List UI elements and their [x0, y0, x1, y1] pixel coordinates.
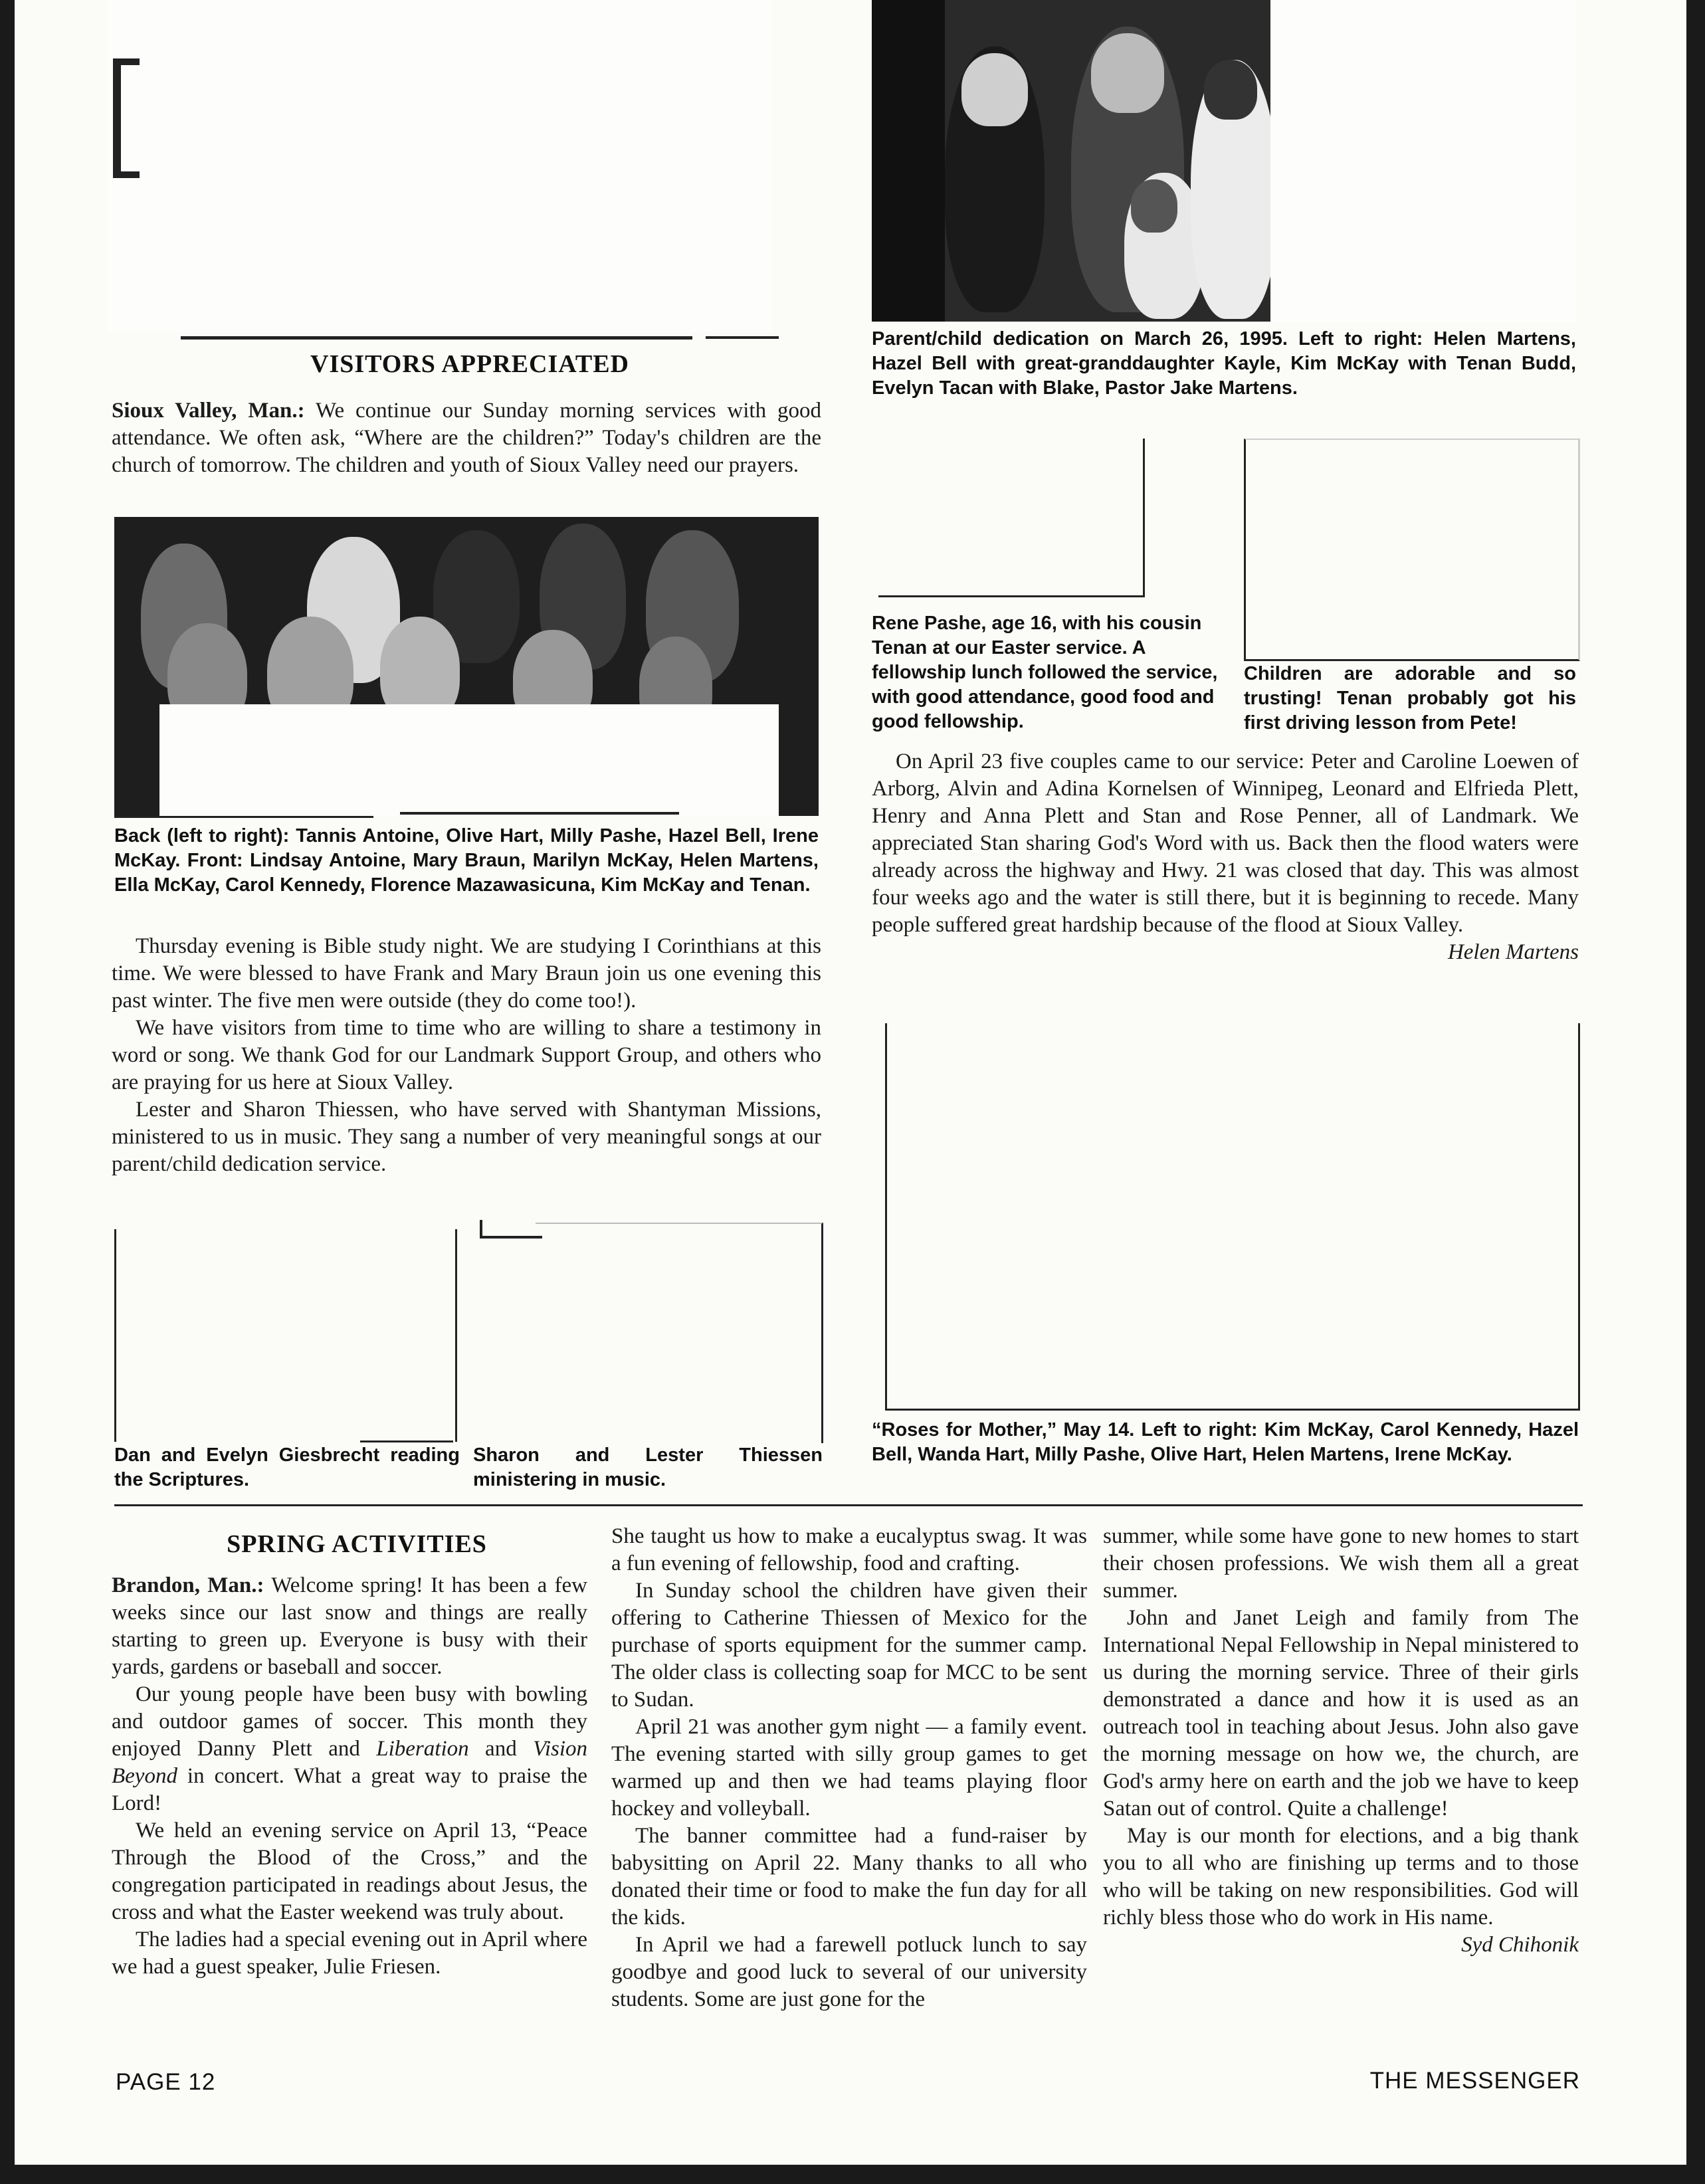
- divider-line: [360, 1440, 453, 1442]
- spring-paragraph: April 21 was another gym night — a family event. The evening started with silly group games to get warmed up and then we had teams playing floor hockey and volleyball.: [611, 1715, 1087, 1821]
- visitors-body: [112, 933, 821, 1178]
- divider-line: [181, 336, 692, 340]
- top-left-photo-area: [108, 0, 772, 332]
- spring-paragraph: In April we had a farewell potluck lunch to say goodbye and good luck to several of our university students. Some are just gone for the: [611, 1933, 1087, 2011]
- divider-line: [114, 816, 373, 818]
- visitors-paragraph: Thursday evening is Bible study night. We are studying I Corinthians at this time. We were blessed to have Frank and Mary Braun join us one evening this past winter. The five men were outside (they do come too!).: [112, 934, 821, 1013]
- photo-fragment: [113, 58, 121, 178]
- syd-signature: Syd Chihonik: [1461, 1933, 1579, 1957]
- text-run: Our young people have been busy with bowling and outdoor games of soccer. This month they enjoyed Danny Plett and: [112, 1682, 587, 1761]
- visitors-paragraph: We have visitors from time to time who are willing to share a testimony in word or song. We thank God for our Landmark Support Group, and others who are praying for us here at Sioux Valley.: [112, 1016, 821, 1094]
- spring-col-1: [112, 1572, 587, 1981]
- visitors-intro-text: We continue our Sunday morning services with good attendance. We often ask, “Where are the children?” Today's children are the church of tomorrow. The children and youth of Sioux Valley need our prayers.: [112, 399, 821, 477]
- rene-caption: Rene Pashe, age 16, with his cousin Tenan at our Easter service. A fellowship lunch followed the service, with good attendance, good food and good fellowship.: [872, 613, 1218, 732]
- photo-whiteout: [159, 704, 779, 816]
- photo-fragment: [480, 1220, 542, 1239]
- helen-signature: Helen Martens: [1447, 940, 1579, 964]
- divider-line: [706, 336, 779, 339]
- photo-fragment: [113, 58, 140, 65]
- photo-figure: [1204, 60, 1257, 120]
- children-photo-frame: [1244, 439, 1580, 661]
- children-caption: Children are adorable and so trusting! Tenan probably got his first driving lesson from Pete!: [1244, 663, 1576, 734]
- section-divider: [114, 1504, 1583, 1506]
- photo-fragment: [113, 171, 140, 178]
- april-paragraph: On April 23 five couples came to our service: Peter and Caroline Loewen of Arborg, Alvin and Adina Kornelsen of Winnipeg, Leonard and Elfrieda Plett, Henry and Anna Plett and Stan and Rose Penner, all of Landmark. We appreciated Stan sharing God's Word with us. Back then the flood waters were already across the highway and Hwy. 21 was closed that day. This was almost four weeks ago and the water is still there, but it is beginning to recede. Many people suffered great hardship because of the flood at Sioux Valley.: [872, 749, 1579, 937]
- photo-background: [872, 0, 945, 322]
- visitors-intro: [112, 397, 821, 479]
- photo-figure: [961, 53, 1028, 126]
- spring-intro-text: Welcome spring! It has been a few weeks since our last snow and things are really starting to green up. Everyone is busy with their yards, gardens or baseball and soccer.: [112, 1573, 588, 1679]
- visitors-lead: Sioux Valley, Man.:: [112, 399, 305, 423]
- photo-figure: [1091, 33, 1164, 113]
- spring-paragraph: [112, 1681, 587, 1817]
- visitors-paragraph: Lester and Sharon Thiessen, who have served with Shantyman Missions, ministered to us in music. They sang a number of very meaningful songs at our parent/child dedication service.: [112, 1098, 821, 1176]
- photo-whiteout: [1270, 0, 1576, 322]
- rene-photo-frame: [878, 439, 1145, 597]
- roses-caption: “Roses for Mother,” May 14. Left to right: Kim McKay, Carol Kennedy, Hazel Bell, Wanda Hart, Milly Pashe, Olive Hart, Helen Martens, Irene McKay.: [872, 1419, 1579, 1465]
- spring-col-2: [611, 1523, 1087, 2013]
- spring-col-3: [1103, 1523, 1579, 1959]
- photo-figure: [1131, 179, 1177, 233]
- giesbrecht-photo-frame: [114, 1229, 457, 1442]
- dedication-photo: [872, 0, 1576, 322]
- concert-name: Vision Beyond: [112, 1737, 587, 1788]
- giesbrecht-caption: Dan and Evelyn Giesbrecht reading the Scriptures.: [114, 1444, 460, 1490]
- concert-name: Liberation: [376, 1737, 469, 1761]
- visitors-headline: VISITORS APPRECIATED: [310, 350, 629, 378]
- spring-paragraph: In Sunday school the children have given their offering to Catherine Thiessen of Mexico for the purchase of sports equipment for the summer camp. The older class is collecting soap for MCC to be sent to Sudan.: [611, 1579, 1087, 1712]
- spring-paragraph: We held an evening service on April 13, “Peace Through the Blood of the Cross,” and the congregation participated in readings about Jesus, the cross and what the Easter weekend was truly about.: [112, 1819, 587, 1924]
- thiessen-caption: Sharon and Lester Thiessen ministering in music.: [473, 1444, 823, 1490]
- group-photo: [114, 517, 819, 816]
- divider-line: [400, 812, 679, 815]
- spring-paragraph: summer, while some have gone to new homes to start their chosen professions. We wish them all a great summer.: [1103, 1524, 1579, 1603]
- group-photo-caption: Back (left to right): Tannis Antoine, Olive Hart, Milly Pashe, Hazel Bell, Irene McKay. Front: Lindsay Antoine, Mary Braun, Marilyn McKay, Helen Martens, Ella McKay, Carol Kennedy, Florence Mazawasicuna, Kim McKay and Tenan.: [114, 825, 819, 896]
- page-number: PAGE 12: [116, 2069, 216, 2095]
- thiessen-photo-frame: [536, 1223, 823, 1443]
- spring-paragraph: May is our month for elections, and a big thank you to all who are finishing up terms and to those who will be taking on new responsibilities. God will richly bless those who do work in His name.: [1103, 1824, 1579, 1930]
- publication-name: THE MESSENGER: [1369, 2068, 1580, 2094]
- spring-headline: SPRING ACTIVITIES: [227, 1530, 487, 1558]
- spring-paragraph: The ladies had a special evening out in April where we had a guest speaker, Julie Friesen.: [112, 1928, 587, 1979]
- roses-photo-frame: [885, 1023, 1580, 1411]
- dedication-caption: Parent/child dedication on March 26, 1995. Left to right: Helen Martens, Hazel Bell with great-granddaughter Kayle, Kim McKay with Tenan Budd, Evelyn Tacan with Blake, Pastor Jake Martens.: [872, 328, 1576, 399]
- spring-lead: Brandon, Man.:: [112, 1573, 264, 1597]
- newsletter-page: [15, 0, 1686, 2165]
- april-body: [872, 748, 1579, 966]
- text-run: and: [468, 1737, 534, 1761]
- text-run: in concert. What a great way to praise the Lord!: [112, 1764, 587, 1815]
- spring-paragraph: The banner committee had a fund-raiser by babysitting on April 22. Many thanks to all who donated their time or food to make the fun day for all the kids.: [611, 1824, 1087, 1930]
- spring-paragraph: She taught us how to make a eucalyptus swag. It was a fun evening of fellowship, food and crafting.: [611, 1524, 1087, 1575]
- spring-paragraph: John and Janet Leigh and family from The International Nepal Fellowship in Nepal ministered to us during the morning service. Three of their girls demonstrated a dance and how it is used as an outreach tool in teaching about Jesus. John also gave the morning message on how we, the church, are God's army here on earth and the job we have to keep Satan out of control. Quite a challenge!: [1103, 1606, 1579, 1821]
